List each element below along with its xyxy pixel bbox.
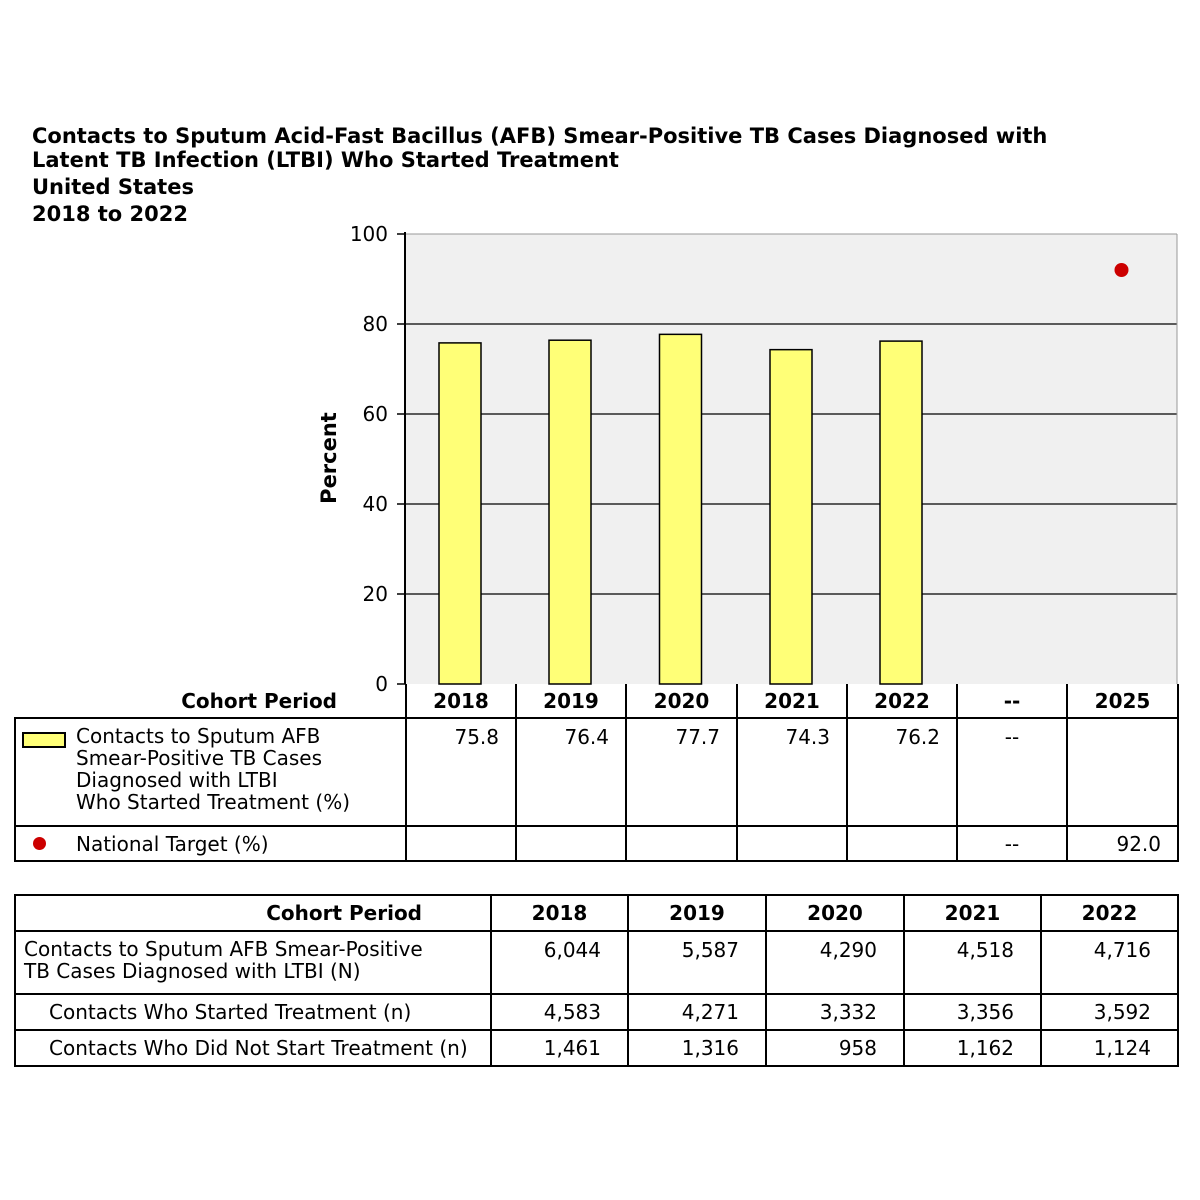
legend-value-gap: -- (957, 718, 1067, 826)
legend-value-2025 (1067, 718, 1178, 826)
legend-value-2022: 76.2 (847, 718, 957, 826)
target-value-2022 (847, 826, 957, 861)
counts-header-label: Cohort Period (15, 895, 491, 931)
legend-year-2025: 2025 (1067, 684, 1178, 718)
legend-bars-line-4: Who Started Treatment (%) (76, 790, 350, 814)
cell-total-2020: 4,290 (766, 931, 904, 994)
counts-year-2021: 2021 (904, 895, 1041, 931)
y-tick-label: 60 (362, 402, 388, 426)
cell-not-started-2021: 1,162 (904, 1030, 1041, 1066)
cell-total-2021: 4,518 (904, 931, 1041, 994)
cell-total-2019: 5,587 (628, 931, 766, 994)
counts-table (14, 894, 1179, 1067)
legend-value-2019: 76.4 (516, 718, 626, 826)
legend-year-2019: 2019 (516, 684, 626, 718)
title-line-1: Contacts to Sputum Acid-Fast Bacillus (AFB) Smear-Positive TB Cases Diagnosed with (32, 124, 1048, 148)
legend-row-bars (15, 718, 1178, 826)
target-value-2021 (737, 826, 847, 861)
cell-not-started-2022: 1,124 (1041, 1030, 1178, 1066)
counts-header-row (15, 895, 1178, 931)
counts-year-2022: 2022 (1041, 895, 1178, 931)
legend-year-2018: 2018 (406, 684, 516, 718)
legend-bars-line-3: Diagnosed with LTBI (76, 768, 278, 792)
cell-not-started-2019: 1,316 (628, 1030, 766, 1066)
target-value-gap: -- (957, 826, 1067, 861)
y-tick-label: 0 (375, 672, 388, 696)
title-line-2: Latent TB Infection (LTBI) Who Started Treatment (32, 148, 619, 172)
legend-target-label: National Target (%) (76, 831, 269, 856)
target-value-2025: 92.0 (1067, 826, 1178, 861)
y-tick-label: 100 (349, 222, 388, 246)
target-value-2019 (516, 826, 626, 861)
legend-entry-target (15, 826, 406, 861)
counts-year-2020: 2020 (766, 895, 904, 931)
bar-2018 (439, 343, 481, 684)
legend-row-target (15, 826, 1178, 861)
cell-started-2018: 4,583 (491, 994, 628, 1030)
y-tick-label: 80 (362, 312, 388, 336)
target-value-2018 (406, 826, 516, 861)
bar-2019 (549, 340, 591, 684)
legend-entry-bars (15, 718, 406, 826)
table-row (15, 994, 1178, 1030)
cell-not-started-2018: 1,461 (491, 1030, 628, 1066)
legend-bars-line-2: Smear-Positive TB Cases (76, 746, 323, 770)
y-tick-label: 40 (362, 492, 388, 516)
legend-value-2020: 77.7 (626, 718, 737, 826)
cell-total-2018: 6,044 (491, 931, 628, 994)
target-point-2025 (1115, 263, 1129, 277)
legend-year-gap: -- (957, 684, 1067, 718)
bar-2021 (770, 350, 812, 684)
row-label-total-line-2: TB Cases Diagnosed with LTBI (N) (24, 959, 361, 983)
title-period: 2018 to 2022 (32, 202, 188, 226)
cell-started-2019: 4,271 (628, 994, 766, 1030)
red-dot-icon (33, 837, 46, 850)
row-label-started: Contacts Who Started Treatment (n) (15, 994, 491, 1030)
legend-value-2021: 74.3 (737, 718, 847, 826)
y-axis-label: Percent (317, 412, 341, 504)
target-value-2020 (626, 826, 737, 861)
cell-started-2022: 3,592 (1041, 994, 1178, 1030)
legend-header-label: Cohort Period (15, 684, 406, 718)
bar-2022 (880, 341, 922, 684)
table-row (15, 931, 1178, 994)
cell-started-2021: 3,356 (904, 994, 1041, 1030)
table-row (15, 1030, 1178, 1066)
legend-year-2020: 2020 (626, 684, 737, 718)
row-label-total (15, 931, 491, 994)
legend-header-row (15, 684, 1178, 718)
y-tick-label: 20 (362, 582, 388, 606)
counts-year-2019: 2019 (628, 895, 766, 931)
bar-2020 (660, 334, 702, 684)
legend-year-2021: 2021 (737, 684, 847, 718)
legend-year-2022: 2022 (847, 684, 957, 718)
cell-started-2020: 3,332 (766, 994, 904, 1030)
row-label-not-started: Contacts Who Did Not Start Treatment (n) (15, 1030, 491, 1066)
yellow-swatch-icon (22, 732, 66, 748)
cell-not-started-2020: 958 (766, 1030, 904, 1066)
cell-total-2022: 4,716 (1041, 931, 1178, 994)
counts-year-2018: 2018 (491, 895, 628, 931)
legend-bars-line-1: Contacts to Sputum AFB (76, 724, 321, 748)
legend-table (14, 684, 1179, 862)
title-region: United States (32, 175, 194, 199)
row-label-total-line-1: Contacts to Sputum AFB Smear-Positive (24, 937, 423, 961)
legend-value-2018: 75.8 (406, 718, 516, 826)
